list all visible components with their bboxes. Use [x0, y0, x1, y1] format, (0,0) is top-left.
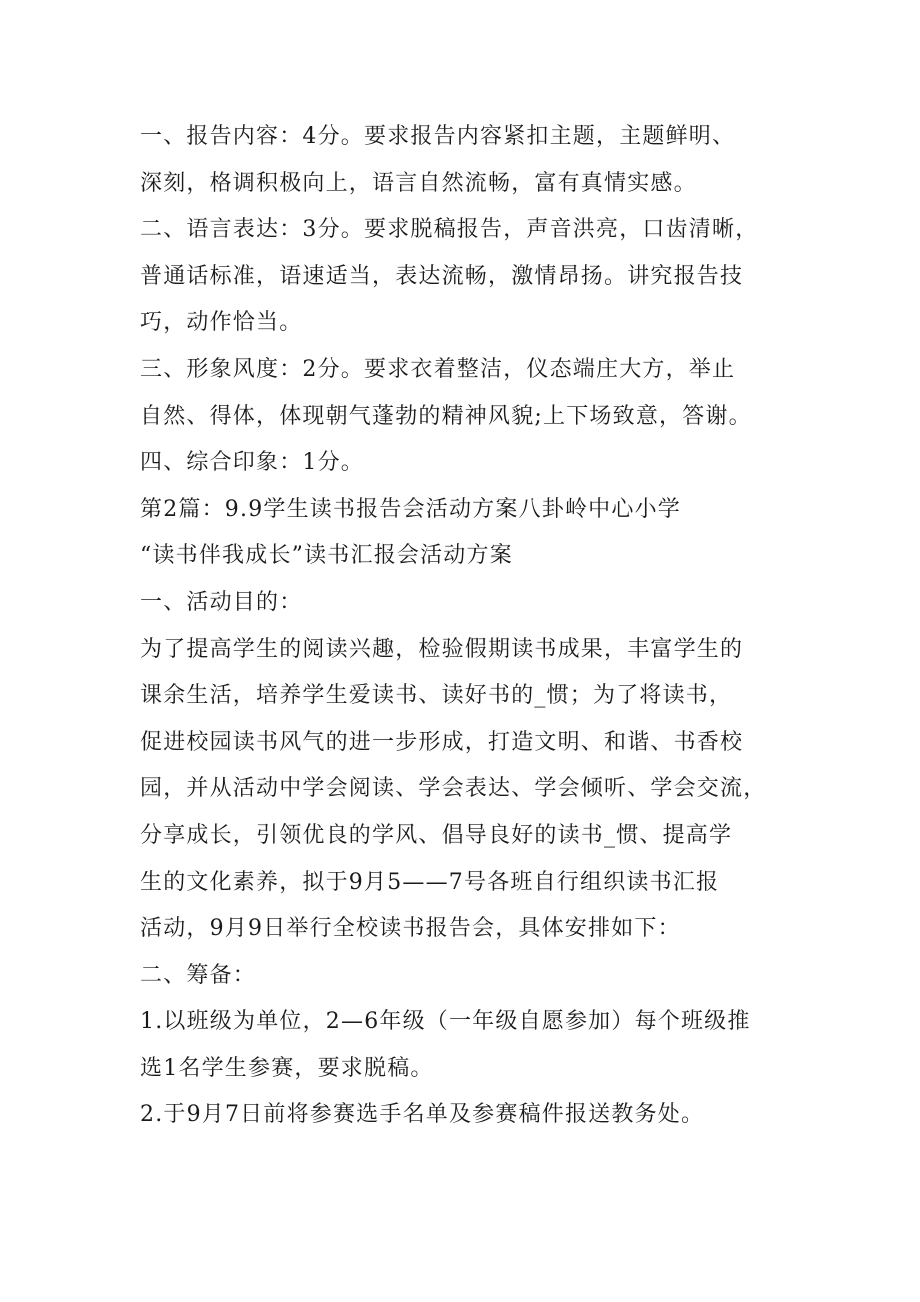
text-line: 深刻，格调积极向上，语言自然流畅，富有真情实感。: [140, 170, 697, 196]
text-line: 巧，动作恰当。: [140, 310, 303, 336]
text-line: 一、报告内容：4分。要求报告内容紧扣主题，主题鲜明、: [140, 124, 736, 149]
text-line: 二、筹备：: [140, 962, 257, 988]
text-line: 活动，9月9日举行全校读书报告会，具体安排如下：: [140, 916, 681, 942]
text-line: 为了提高学生的阅读兴趣，检验假期读书成果，丰富学生的: [140, 636, 744, 662]
section-heading: 第2篇：9.9学生读书报告会活动方案八卦岭中心小学: [140, 496, 681, 522]
text-line: 三、形象风度：2分。要求衣着整洁，仪态端庄大方，举止: [140, 356, 736, 382]
text-line: 四、综合印象：1分。: [140, 450, 364, 476]
text-line: 生的文化素养，拟于9月5——7号各班自行组织读书汇报: [140, 869, 720, 895]
text-line: 1.以班级为单位，2—6年级（一年级自愿参加）每个班级推: [140, 1009, 751, 1035]
text-line: 分享成长，引领优良的学风、倡导良好的读书_惯、提高学: [140, 822, 733, 848]
text-line: 选1名学生参赛，要求脱稿。: [140, 1055, 434, 1081]
text-line: 一、活动目的：: [140, 589, 303, 615]
text-line: 课余生活，培养学生爱读书、读好书的_惯；为了将读书，: [140, 683, 733, 709]
text-line: 2.于9月7日前将参赛选手名单及参赛稿件报送教务处。: [140, 1102, 705, 1128]
text-line: 二、语言表达：3分。要求脱稿报告，声音洪亮，口齿清晰，: [140, 217, 759, 243]
document-body: [140, 114, 790, 1139]
text-line: 自然、得体，体现朝气蓬勃的精神风貌;上下场致意，答谢。: [140, 403, 752, 429]
section-subheading: “读书伴我成长”读书汇报会活动方案: [140, 543, 513, 569]
text-line: 普通话标准，语速适当，表达流畅，激情昂扬。讲究报告技: [140, 263, 744, 289]
text-line: 园，并从活动中学会阅读、学会表达、学会倾听、学会交流，: [140, 776, 767, 802]
text-line: 促进校园读书风气的进一步形成，打造文明、和谐、书香校: [140, 729, 744, 755]
